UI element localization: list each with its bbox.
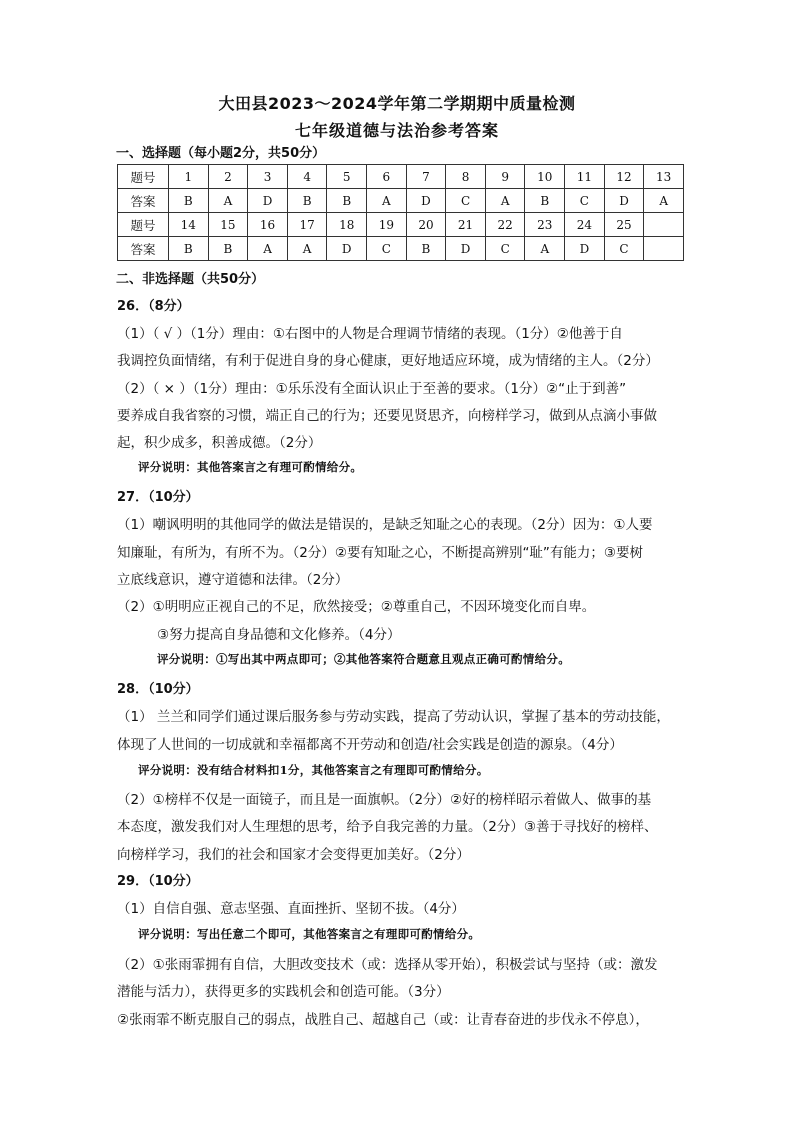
table-cell: A xyxy=(644,189,684,213)
table-cell: D xyxy=(248,189,288,213)
table-cell: 11 xyxy=(565,165,605,189)
table-cell: A xyxy=(287,237,327,261)
table-cell: D xyxy=(406,189,446,213)
table-cell: 21 xyxy=(446,213,486,237)
table-cell: 12 xyxy=(604,165,644,189)
table-cell: C xyxy=(367,237,407,261)
table-cell: A xyxy=(367,189,407,213)
table-cell: C xyxy=(485,237,525,261)
answer-line: 我调控负面情绪，有利于促进自身的身心健康，更好地适应环境，成为情绪的主人。（2分） xyxy=(117,353,659,369)
table-cell: 6 xyxy=(367,165,407,189)
answer-table xyxy=(117,164,684,261)
scoring-note: 评分说明：没有结合材料扣1分，其他答案言之有理即可酌情给分。 xyxy=(138,763,489,777)
table-cell: 15 xyxy=(208,213,248,237)
answer-line: （2）①张雨霏拥有自信，大胆改变技术（或：选择从零开始），积极尝试与坚持（或：激发 xyxy=(117,957,658,973)
table-row xyxy=(118,189,684,213)
question-28-heading: 28．（10分） xyxy=(117,682,199,697)
table-cell: 2 xyxy=(208,165,248,189)
scoring-note: 评分说明：①写出其中两点即可；②其他答案符合题意且观点正确可酌情给分。 xyxy=(157,652,570,666)
table-cell: D xyxy=(327,237,367,261)
table-cell: A xyxy=(525,237,565,261)
scoring-note: 评分说明：其他答案言之有理可酌情给分。 xyxy=(138,460,363,474)
table-cell xyxy=(644,237,684,261)
table-cell: 22 xyxy=(485,213,525,237)
table-cell: 24 xyxy=(565,213,605,237)
table-cell: C xyxy=(446,189,486,213)
table-cell: 9 xyxy=(485,165,525,189)
table-cell: A xyxy=(248,237,288,261)
answer-line: ②张雨霏不断克服自己的弱点，战胜自己、超越自己（或：让青春奋进的步伐永不停息）， xyxy=(117,1012,649,1028)
table-cell: 23 xyxy=(525,213,565,237)
scoring-note: 评分说明：写出任意二个即可，其他答案言之有理即可酌情给分。 xyxy=(138,927,481,941)
table-cell: 25 xyxy=(604,213,644,237)
table-cell: 3 xyxy=(248,165,288,189)
table-row xyxy=(118,165,684,189)
table-cell: A xyxy=(208,189,248,213)
table-cell: 13 xyxy=(644,165,684,189)
table-cell: 19 xyxy=(367,213,407,237)
table-cell: C xyxy=(604,237,644,261)
table-cell: B xyxy=(327,189,367,213)
table-cell: D xyxy=(565,237,605,261)
table-cell: 14 xyxy=(169,213,209,237)
answer-line: 向榜样学习，我们的社会和国家才会变得更加美好。（2分） xyxy=(117,847,470,863)
table-cell xyxy=(644,213,684,237)
table-cell: 16 xyxy=(248,213,288,237)
section-nonchoice-heading: 二、非选择题（共50分） xyxy=(116,272,265,287)
table-cell: 18 xyxy=(327,213,367,237)
row-label-answer: 答案 xyxy=(118,189,169,213)
table-cell: B xyxy=(169,189,209,213)
table-cell: 7 xyxy=(406,165,446,189)
table-cell: 8 xyxy=(446,165,486,189)
answer-line: 立底线意识，遵守道德和法律。（2分） xyxy=(117,572,349,588)
section-choice-heading: 一、选择题（每小题2分，共50分） xyxy=(116,146,326,161)
table-cell: B xyxy=(287,189,327,213)
answer-line: 体现了人世间的一切成就和幸福都离不开劳动和创造/社会实践是创造的源泉。（4分） xyxy=(117,737,623,753)
answer-line: （2）①明明应正视自己的不足，欣然接受；②尊重自己，不因环境变化而自卑。 xyxy=(117,599,596,615)
row-label-number: 题号 xyxy=(118,213,169,237)
answer-line: （1）（ √ ）（1分）理由：①右图中的人物是合理调节情绪的表现。（1分）②他善于自 xyxy=(117,326,623,342)
table-cell: 5 xyxy=(327,165,367,189)
table-cell: D xyxy=(604,189,644,213)
answer-line: （2）①榜样不仅是一面镜子，而且是一面旗帜。（2分）②好的榜样昭示着做人、做事的基 xyxy=(117,792,652,808)
table-cell: C xyxy=(565,189,605,213)
answer-line: 本态度，激发我们对人生理想的思考，给予自我完善的力量。（2分）③善于寻找好的榜样、 xyxy=(117,819,658,835)
table-cell: 1 xyxy=(169,165,209,189)
table-cell: 17 xyxy=(287,213,327,237)
answer-line: 知廉耻，有所为，有所不为。（2分）②要有知耻之心，不断提高辨别“耻”有能力；③要树 xyxy=(117,545,644,561)
row-label-answer: 答案 xyxy=(118,237,169,261)
table-cell: 4 xyxy=(287,165,327,189)
answer-line: 起，积少成多，积善成德。（2分） xyxy=(117,435,322,451)
table-cell: B xyxy=(169,237,209,261)
answer-line: （1）自信自强、意志坚强、直面挫折、坚韧不拔。（4分） xyxy=(117,901,465,917)
table-row xyxy=(118,237,684,261)
answer-line: 潜能与活力），获得更多的实践机会和创造可能。（3分） xyxy=(117,984,450,1000)
table-cell: 10 xyxy=(525,165,565,189)
answer-line: （1）嘲讽明明的其他同学的做法是错误的，是缺乏知耻之心的表现。（2分）因为：①人要 xyxy=(117,517,653,533)
answer-line: （2）（ × ）（1分）理由：①乐乐没有全面认识止于至善的要求。（1分）②“止于到善” xyxy=(117,381,627,397)
question-29-heading: 29．（10分） xyxy=(117,874,199,889)
document-title: 大田县2023～2024学年第二学期期中质量检测 xyxy=(218,94,576,113)
row-label-number: 题号 xyxy=(118,165,169,189)
table-cell: B xyxy=(406,237,446,261)
table-row xyxy=(118,213,684,237)
answer-line: ③努力提高自身品德和文化修养。（4分） xyxy=(157,627,401,643)
answer-line: 要养成自我省察的习惯，端正自己的行为；还要见贤思齐，向榜样学习，做到从点滴小事做 xyxy=(117,408,657,424)
table-cell: A xyxy=(485,189,525,213)
question-26-heading: 26．（8分） xyxy=(117,299,190,314)
question-27-heading: 27．（10分） xyxy=(117,490,199,505)
table-cell: 20 xyxy=(406,213,446,237)
table-cell: B xyxy=(525,189,565,213)
table-cell: B xyxy=(208,237,248,261)
table-cell: D xyxy=(446,237,486,261)
answer-line: （1） 兰兰和同学们通过课后服务参与劳动实践，提高了劳动认识，掌握了基本的劳动技能， xyxy=(117,709,670,725)
document-subtitle: 七年级道德与法治参考答案 xyxy=(294,121,499,140)
